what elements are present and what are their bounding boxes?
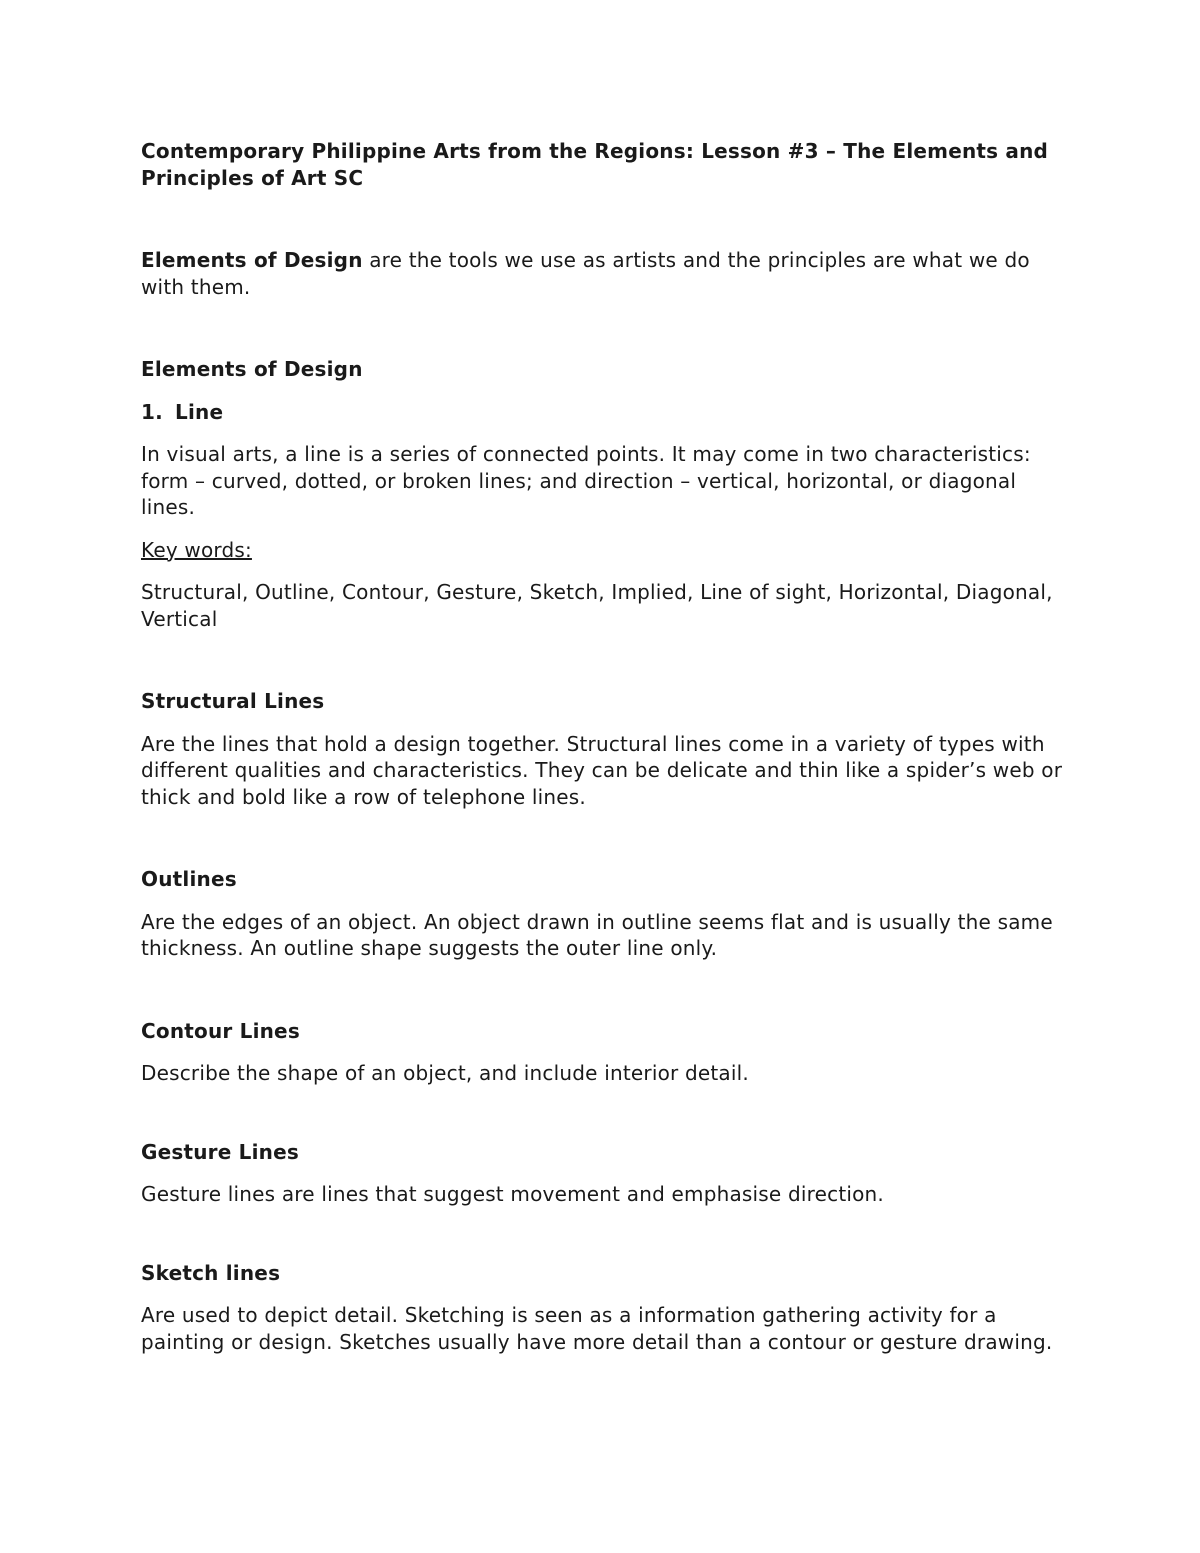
intro-paragraph	[141, 247, 1071, 300]
subsection-heading: Contour Lines	[141, 1018, 300, 1043]
item-definition: In visual arts, a line is a series of connected points. It may come in two characteristics: form – curved, dotted, or broken lines; and direction – vertical, horizontal, or diagonal lines.	[141, 442, 1031, 519]
key-words-label: Key words:	[141, 537, 252, 562]
document-title: Contemporary Philippine Arts from the Regions: Lesson #3 – The Elements and Principles of Art SC	[141, 139, 1049, 190]
key-words-list: Structural, Outline, Contour, Gesture, Sketch, Implied, Line of sight, Horizontal, Diagonal, Vertical	[141, 580, 1053, 631]
subsection-heading: Gesture Lines	[141, 1139, 299, 1164]
section-heading: Elements of Design	[141, 357, 363, 381]
subsection-text: Are used to depict detail. Sketching is seen as a information gathering activity for a painting or design. Sketches usually have more detail than a contour or gesture drawing.	[141, 1303, 1053, 1354]
subsection-heading: Structural Lines	[141, 689, 325, 713]
subsection-text: Gesture lines are lines that suggest movement and emphasise direction.	[141, 1182, 884, 1206]
item-heading	[141, 399, 1071, 426]
subsection-text: Are the lines that hold a design together. Structural lines come in a variety of types with different qualities and characteristics. They can be delicate and thin like a spider’s web or thick and bold like a row of telephone lines.	[141, 731, 1063, 809]
intro-text: are the tools we use as artists and the principles are what we do with them.	[141, 248, 1030, 299]
intro-lead: Elements of Design	[141, 248, 363, 272]
item-number: 1.	[141, 399, 163, 424]
subsection-heading: Sketch lines	[141, 1260, 281, 1285]
item-label: Line	[175, 399, 224, 424]
subsection-text: Describe the shape of an object, and include interior detail.	[141, 1061, 749, 1085]
document-page	[141, 138, 1071, 1355]
subsection-heading: Outlines	[141, 867, 237, 891]
subsection-text: Are the edges of an object. An object drawn in outline seems flat and is usually the same thickness. An outline shape suggests the outer line only.	[141, 909, 1053, 960]
